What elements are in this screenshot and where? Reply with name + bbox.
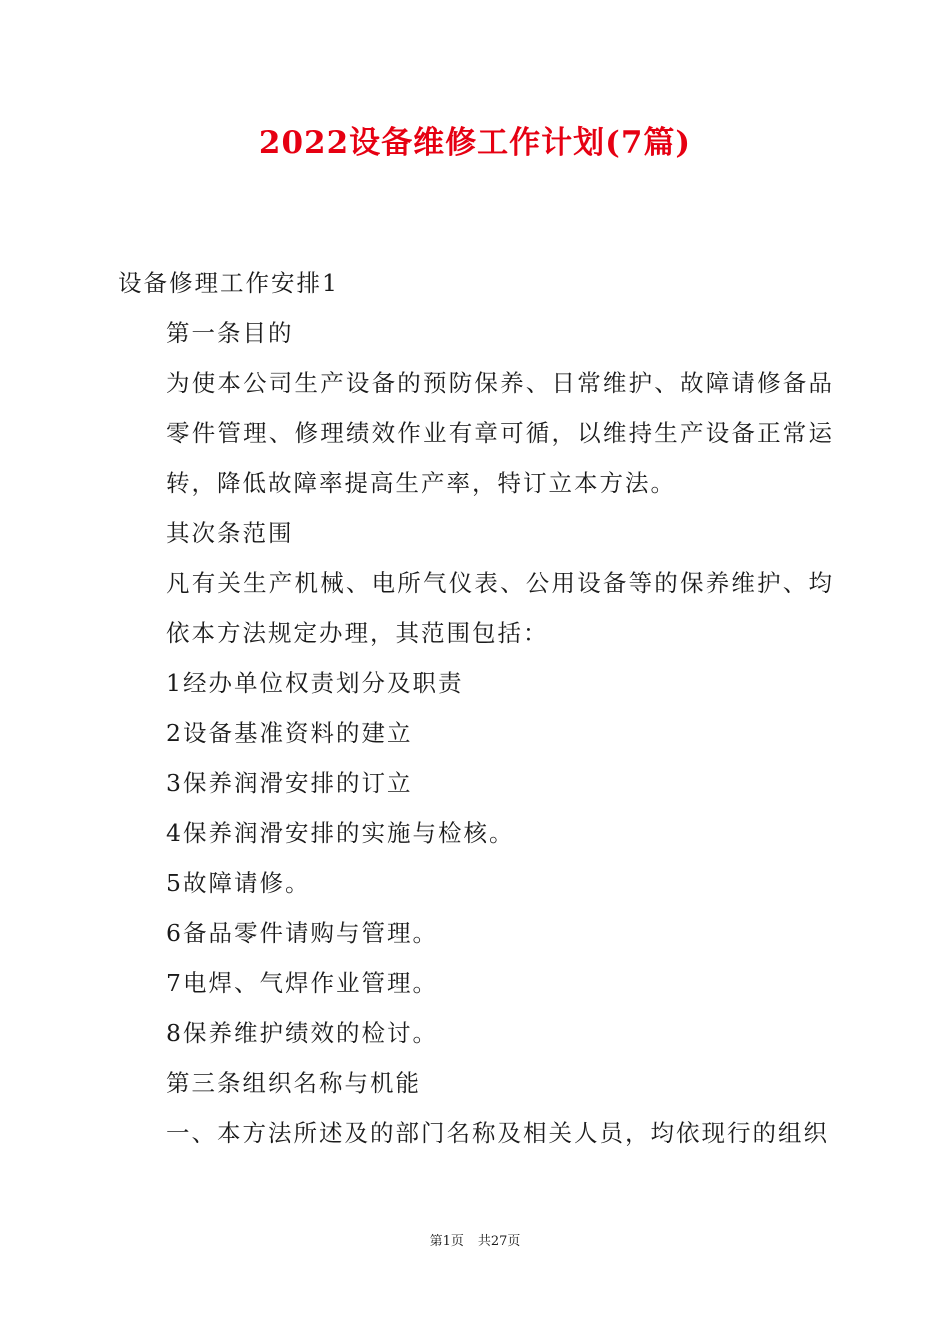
paragraph-5: 凡有关生产机械、电所气仪表、公用设备等的保养维护、均依本方法规定办理，其范围包括： bbox=[166, 569, 834, 647]
paragraph-13: 8保养维护绩效的检讨。 bbox=[166, 1019, 438, 1047]
paragraph-2: 第一条目的 bbox=[166, 319, 294, 347]
paragraph-9: 4保养润滑安排的实施与检核。 bbox=[166, 819, 515, 847]
document-title: 2022设备维修工作计划(7篇) bbox=[258, 125, 692, 161]
paragraph-14: 第三条组织名称与机能 bbox=[166, 1069, 421, 1097]
paragraph-12: 7电焊、气焊作业管理。 bbox=[166, 969, 438, 997]
paragraph-7: 2设备基准资料的建立 bbox=[166, 719, 413, 747]
paragraph-4: 其次条范围 bbox=[166, 519, 294, 547]
document-body bbox=[118, 258, 834, 1158]
paragraph-8: 3保养润滑安排的订立 bbox=[166, 769, 413, 797]
page-footer bbox=[0, 1232, 950, 1252]
paragraph-1: 设备修理工作安排1 bbox=[118, 269, 339, 297]
page-total: 共27页 bbox=[477, 1234, 521, 1249]
paragraph-6: 1经办单位权责划分及职责 bbox=[166, 669, 464, 697]
paragraph-10: 5故障请修。 bbox=[166, 869, 311, 897]
paragraph-3: 为使本公司生产设备的预防保养、日常维护、故障请修备品零件管理、修理绩效作业有章可循，以维持生产设备正常运转，降低故障率提高生产率，特订立本方法。 bbox=[166, 369, 834, 497]
paragraph-15: 一、本方法所述及的部门名称及相关人员，均依现行的组织 bbox=[166, 1119, 829, 1147]
paragraph-11: 6备品零件请购与管理。 bbox=[166, 919, 438, 947]
page-number: 第1页 bbox=[429, 1234, 464, 1249]
